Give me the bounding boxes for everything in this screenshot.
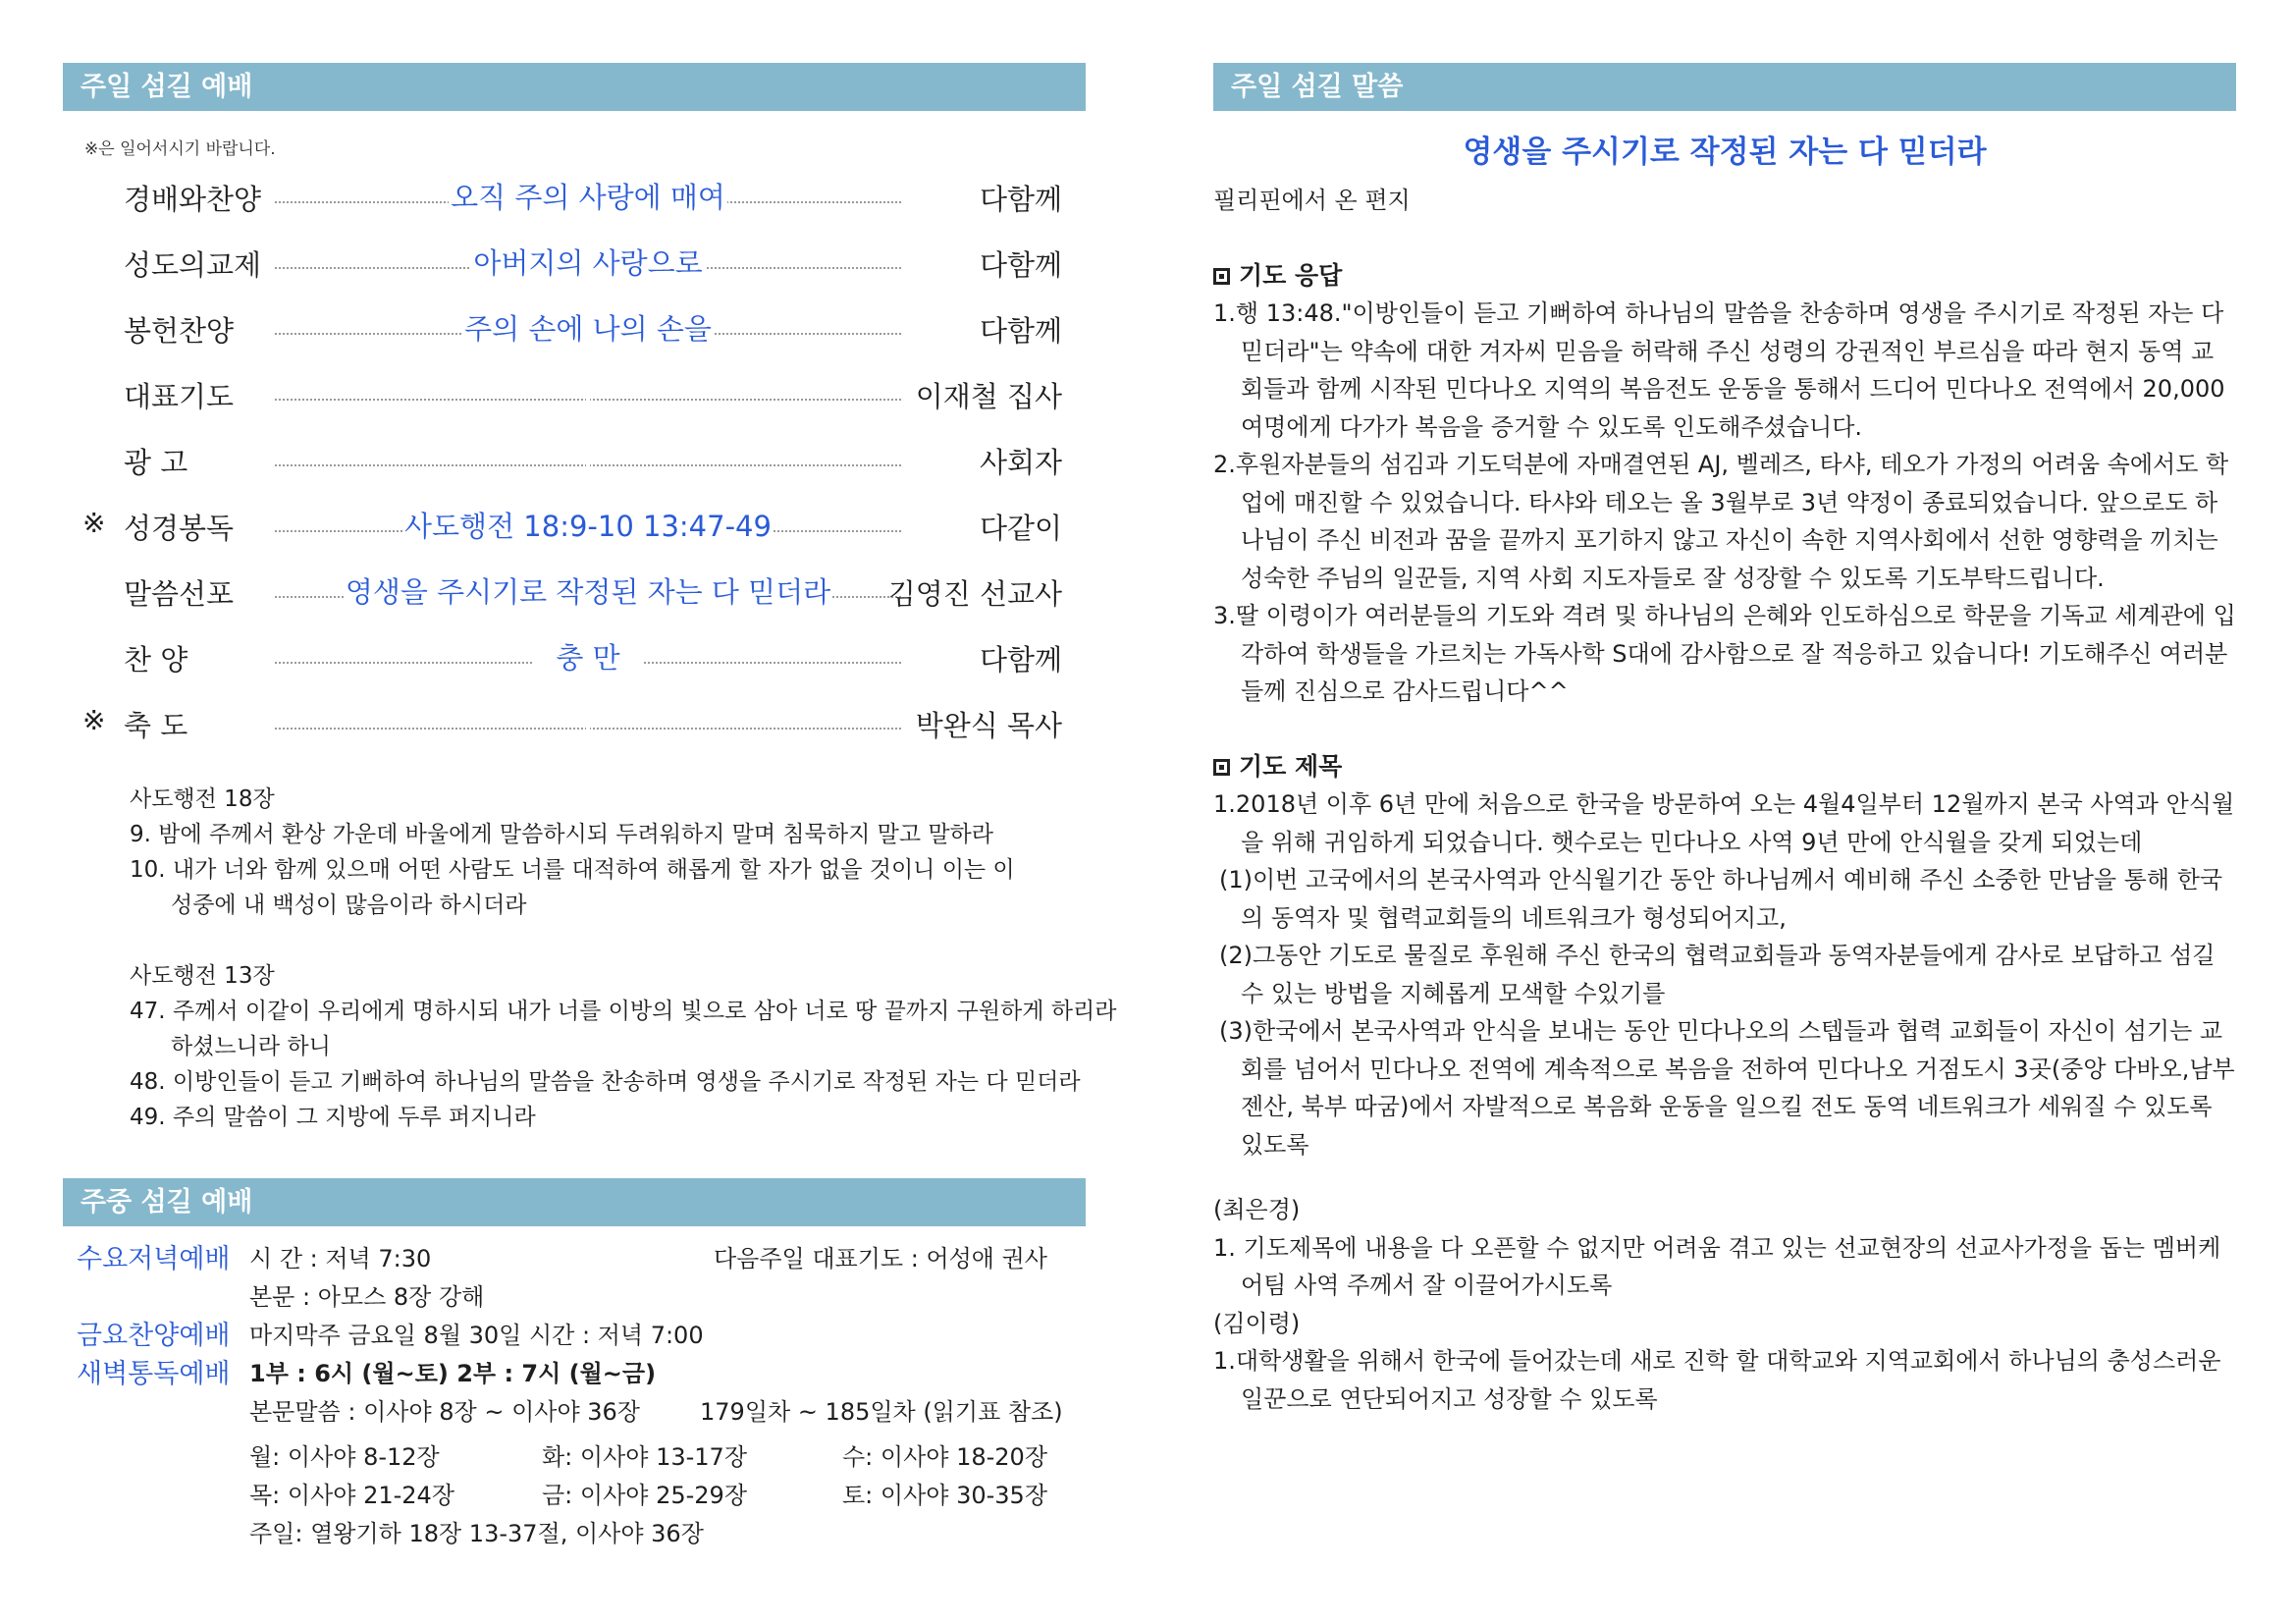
scripture-reading (130, 782, 1117, 1135)
next-prayer: 다음주일 대표기도 : 어성애 권사 (714, 1245, 1047, 1272)
order-label: 말씀선포 (124, 577, 235, 611)
dawn-time: 1부 : 6시 (월~토) 2부 : 7시 (월~금) (249, 1360, 657, 1387)
person-name: (최은경) (1213, 1196, 1301, 1223)
scripture-heading: 사도행전 13장 (130, 963, 275, 989)
reading-day: 월: 이사야 8-12장 (249, 1443, 440, 1471)
order-title: 아버지의 사랑으로 (473, 246, 703, 280)
order-title: 오직 주의 사랑에 매여 (451, 181, 725, 214)
scripture-verse: 48. 이방인들이 듣고 기뻐하여 하나님의 말씀을 찬송하며 영생을 주시기로 작정된 자는 다 믿더라 (130, 1069, 1081, 1095)
wednesday-service: 수요저녁예배 (77, 1244, 231, 1274)
order-leader: 다함께 (979, 314, 1062, 348)
order-label: 경배와찬양 (124, 183, 262, 216)
order-row (63, 624, 1086, 690)
request-item: (3)한국에서 본국사역과 안식을 보내는 동안 민다나오의 스텝들과 협력 교회들이 자신이 섬기는 교회를 넘어서 민다나오 전역에 계속적으로 복음을 전하여 민다나오 거점도시 3곳(중앙 다바오,남부 젠산, 북부 따굼)에서 자발적으로 복음화 운동을 일으킬 전도 동역 네트워크가 세워질 수 있도록 있도록 (1219, 1017, 2235, 1159)
letter-intro: 필리핀에서 온 편지 (1213, 187, 1411, 214)
request-item: (1)이번 고국에서의 본국사역과 안식월기간 동안 하나님께서 예비해 주신 소중한 만남을 통해 한국의 동역자 및 협력교회들의 네트워크가 형성되어지고, (1219, 866, 2223, 932)
sermon-header: 주일 섬길 말씀 (1213, 63, 2236, 111)
worship-header: 주일 섬길 예배 (63, 63, 1086, 111)
order-label: 축 도 (124, 709, 188, 742)
section-heading: 기도 제목 (1213, 748, 2236, 786)
weekday-schedule (63, 1240, 1086, 1555)
square-bullet-icon (1213, 759, 1230, 776)
order-title: 사도행전 18:9-10 13:47-49 (404, 510, 772, 543)
order-of-service (63, 164, 1086, 756)
square-bullet-icon (1213, 268, 1230, 285)
person-name: (김이령) (1213, 1309, 1301, 1337)
answer-item: 2.후원자분들의 섬김과 기도덕분에 자매결연된 AJ, 벨레즈, 타샤, 테오가 가정의 어려움 속에서도 학업에 매진할 수 있었습니다. 타샤와 테오는 올 3월부로 3년 약정이 종료되었습니다. 앞으로도 하나님이 주신 비전과 꿈을 끝까지 포기하지 않고 자신이 속한 지역사회에서 선한 영향력을 끼치는 성숙한 주님의 일꾼들, 지역 사회 지도자들로 잘 성장할 수 있도록 기도부탁드립니다. (1213, 451, 2229, 592)
scripture-verse: 47. 주께서 이같이 우리에게 명하시되 내가 너를 이방의 빛으로 삼아 너로 땅 끝까지 구원하게 하리라 하셨느니라 하니 (130, 999, 1117, 1059)
dawn-service: 새벽통독예배 (77, 1359, 231, 1389)
order-leader: 박완식 목사 (915, 709, 1062, 742)
order-row (63, 230, 1086, 296)
order-leader: 다함께 (979, 183, 1062, 216)
section-heading: 기도 응답 (1213, 257, 2236, 296)
standing-note: ※은 일어서시기 바랍니다. (84, 139, 276, 159)
order-row (63, 690, 1086, 756)
order-row (63, 559, 1086, 624)
reading-day: 목: 이사야 21-24장 (249, 1482, 455, 1509)
weekday-header: 주중 섬길 예배 (63, 1178, 1086, 1226)
right-page (1213, 63, 2236, 1418)
wednesday-time: 시 간 : 저녁 7:30 (249, 1245, 432, 1272)
answer-item: 1.행 13:48."이방인들이 듣고 기뻐하여 하나님의 말씀을 찬송하며 영생을 주시기로 작정된 자는 다 믿더라"는 약속에 대한 겨자씨 믿음을 허락해 주신 성령의 강권적인 부르심을 따라 현지 동역 교회들과 함께 시작된 민다나오 지역의 복음전도 운동을 통해서 드디어 민다나오 전역에서 20,000 여명에게 다가가 복음을 증거할 수 있도록 인도해주셨습니다. (1213, 299, 2225, 441)
reading-day: 수: 이사야 18-20장 (842, 1443, 1048, 1471)
order-title: 영생을 주시기로 작정된 자는 다 믿더라 (345, 575, 831, 609)
wednesday-text: 본문 : 아모스 8장 강해 (249, 1283, 485, 1311)
order-leader: 사회자 (979, 446, 1062, 479)
order-title (275, 373, 901, 406)
order-label: 광 고 (124, 446, 188, 479)
order-title: 충 만 (275, 636, 901, 677)
scripture-verse: 49. 주의 말씀이 그 지방에 두루 퍼지니라 (130, 1105, 536, 1130)
person-request: 1.대학생활을 위해서 한국에 들어갔는데 새로 진학 할 대학교와 지역교회에서 하나님의 충성스러운 일꾼으로 연단되어지고 성장할 수 있도록 (1213, 1347, 2221, 1413)
scripture-verse: 9. 밤에 주께서 환상 가운데 바울에게 말씀하시되 두려워하지 말며 침묵하지 말고 말하라 (130, 822, 993, 847)
reading-day: 금: 이사야 25-29장 (542, 1482, 748, 1509)
order-leader: 다함께 (979, 248, 1062, 282)
request-intro: 1.2018년 이후 6년 만에 처음으로 한국을 방문하여 오는 4월4일부터 12월까지 본국 사역과 안식월을 위해 귀임하게 되었습니다. 햇수로는 민다나오 사역 9년 만에 안식월을 갖게 되었는데 (1213, 790, 2235, 856)
order-title: 주의 손에 나의 손을 (464, 312, 712, 346)
order-label: 성도의교제 (124, 248, 262, 282)
order-row (63, 427, 1086, 493)
dawn-text: 본문말씀 : 이사야 8장 ~ 이사야 36장 179일차 ~ 185일차 (읽기표 참조) (249, 1398, 1063, 1426)
scripture-verse: 10. 내가 너와 함께 있으매 어떤 사람도 너를 대적하여 해롭게 할 자가 없을 것이니 이는 이 성중에 내 백성이 많음이라 하시더라 (130, 857, 1015, 918)
answer-item: 3.딸 이령이가 여러분들의 기도와 격려 및 하나님의 은혜와 인도하심으로 학문을 기독교 세계관에 입각하여 학생들을 가르치는 가독사학 S대에 감사함으로 잘 적응하고 있습니다! 기도해주신 여러분들께 진심으로 감사드립니다^^ (1213, 602, 2236, 705)
order-leader: 이재철 집사 (915, 380, 1062, 413)
left-page (63, 63, 1117, 1555)
friday-time: 마지막주 금요일 8월 30일 시간 : 저녁 7:00 (249, 1322, 704, 1349)
order-label: 봉헌찬양 (124, 314, 235, 348)
letter-body (1213, 182, 2236, 1418)
order-leader: 다같이 (979, 512, 1062, 545)
order-row (63, 493, 1086, 559)
order-leader: 김영진 선교사 (887, 577, 1062, 611)
order-title (275, 702, 901, 735)
order-row (63, 164, 1086, 230)
order-row (63, 361, 1086, 427)
scripture-heading: 사도행전 18장 (130, 786, 275, 812)
order-leader: 다함께 (979, 643, 1062, 677)
sermon-title: 영생을 주시기로 작정된 자는 다 믿더라 (1463, 135, 1987, 170)
stand-mark: ※ (82, 704, 106, 736)
order-title (275, 439, 901, 472)
reading-day: 토: 이사야 30-35장 (842, 1482, 1048, 1509)
order-row (63, 296, 1086, 361)
weekday-worship (63, 1178, 1086, 1555)
order-label: 찬 양 (124, 643, 188, 677)
order-label: 대표기도 (124, 380, 235, 413)
friday-service: 금요찬양예배 (77, 1321, 231, 1351)
person-request: 1. 기도제목에 내용을 다 오픈할 수 없지만 어려움 겪고 있는 선교현장의 선교사가정을 돕는 멤버케어팀 사역 주께서 잘 이끌어가시도록 (1213, 1233, 2221, 1299)
order-label: 성경봉독 (124, 512, 235, 545)
reading-day: 화: 이사야 13-17장 (542, 1443, 748, 1471)
stand-mark: ※ (82, 507, 106, 539)
reading-day: 주일: 열왕기하 18장 13-37절, 이사야 36장 (249, 1520, 704, 1547)
request-item: (2)그동안 기도로 물질로 후원해 주신 한국의 협력교회들과 동역자분들에게 감사로 보답하고 섬길 수 있는 방법을 지혜롭게 모색할 수있기를 (1219, 942, 2216, 1007)
reading-plan (63, 1437, 1086, 1555)
